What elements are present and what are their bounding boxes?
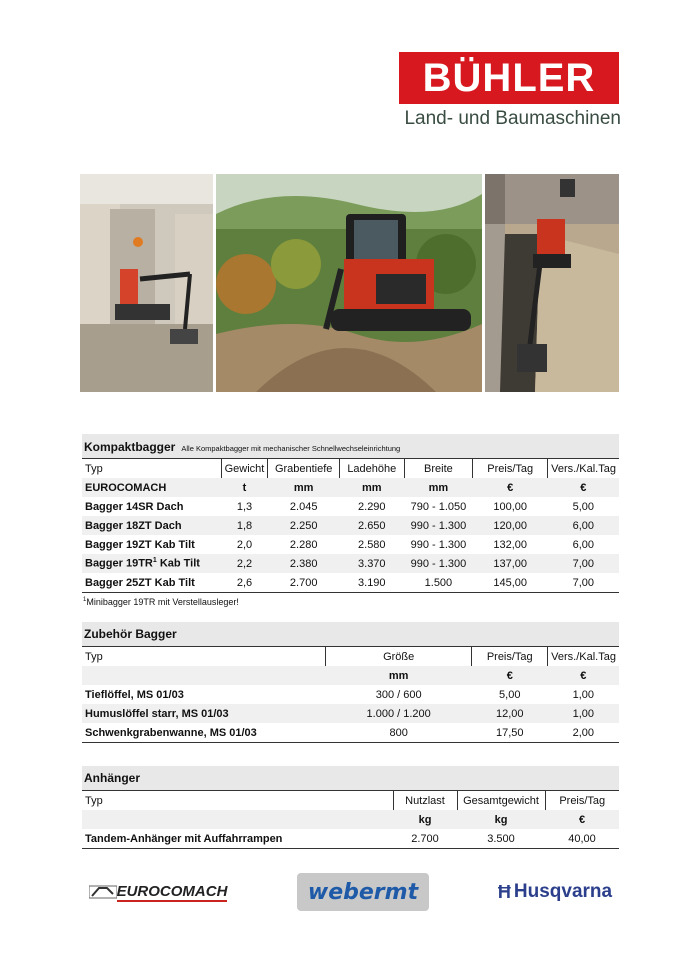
anhaenger-units-row (82, 810, 619, 829)
unit-cell: € (472, 666, 548, 685)
row-cell: 990 - 1.300 (404, 516, 473, 535)
row-cell: 2.580 (358, 538, 386, 551)
header-typ: Typ (82, 791, 393, 811)
footnote-text: Minibagger 19TR mit Verstellausleger! (86, 597, 239, 607)
header-versicherung: Vers./Kal.Tag (548, 647, 619, 667)
header-versicherung: Vers./Kal.Tag (548, 459, 619, 479)
table-row (82, 723, 619, 743)
row-cell: 12,00 (472, 704, 548, 723)
unit-cell: mm (404, 478, 473, 497)
row-cell: 7,00 (548, 573, 619, 593)
row-typ: Humuslöffel starr, MS 01/03 (82, 704, 325, 723)
unit-cell: € (545, 810, 619, 829)
row-cell: 2.045 (289, 500, 318, 513)
row-cell: 2.700 (268, 573, 340, 593)
row-cell: 17,50 (472, 723, 548, 743)
husqvarna-text: Husqvarna (513, 881, 613, 902)
kompakt-section-title: Kompaktbagger Alle Kompaktbagger mit mechanischer Schnellwechseleinrichtung (82, 434, 619, 458)
row-typ: Tieflöffel, MS 01/03 (85, 688, 184, 701)
row-typ: Bagger 19ZT Kab Tilt (85, 538, 195, 551)
anhaenger-header-row (82, 791, 619, 811)
anhaenger-section-title: Anhänger (82, 766, 619, 790)
anhaenger-table (82, 790, 619, 849)
row-cell: 145,00 (473, 573, 548, 593)
zubehoer-units-row (82, 666, 619, 685)
row-typ-text: Bagger 19TR (85, 557, 153, 570)
unit-cell: kg (393, 810, 457, 829)
row-typ-suffix: Kab Tilt (156, 557, 200, 570)
zubehoer-section-title: Zubehör Bagger (82, 622, 619, 646)
unit-cell (82, 810, 393, 829)
unit-cell: t (221, 478, 268, 497)
unit-cell: mm (268, 478, 340, 497)
kompakt-footnote (83, 597, 239, 607)
table-row (82, 516, 619, 535)
kompakt-table (82, 458, 619, 593)
row-cell: 1,8 (221, 516, 268, 535)
header-preis: Preis/Tag (545, 791, 619, 811)
row-cell: 2.700 (393, 829, 457, 849)
row-cell: 6,00 (572, 538, 595, 551)
excavator-trench-photo (485, 174, 619, 392)
brand-subtitle: Land- und Baumaschinen (404, 108, 621, 129)
row-cell: 990 - 1.300 (404, 554, 473, 573)
row-cell: 100,00 (493, 500, 528, 513)
header-nutzlast: Nutzlast (393, 791, 457, 811)
header-groesse: Größe (325, 647, 471, 667)
header-typ: Typ (82, 647, 325, 667)
row-cell: 1.000 / 1.200 (325, 704, 471, 723)
row-cell: 2,6 (221, 573, 268, 593)
row-typ (82, 554, 221, 573)
row-typ: Tandem-Anhänger mit Auffahrrampen (82, 829, 393, 849)
row-typ: Bagger 25ZT Kab Tilt (82, 573, 221, 593)
row-cell: 800 (325, 723, 471, 743)
row-cell: 2.380 (268, 554, 340, 573)
kompakt-header-row (82, 459, 619, 479)
row-cell: 2.280 (289, 538, 318, 551)
row-cell: 1.500 (404, 573, 473, 593)
row-cell: 2.250 (268, 516, 340, 535)
footnote-ref: 1 (152, 557, 157, 565)
row-cell: 120,00 (473, 516, 548, 535)
unit-cell: mm (325, 666, 471, 685)
header-breite: Breite (404, 459, 473, 479)
table-row (82, 829, 619, 849)
row-typ: Schwenkgrabenwanne, MS 01/03 (82, 723, 325, 743)
row-typ: Bagger 14SR Dach (85, 500, 184, 513)
row-cell: 6,00 (548, 516, 619, 535)
row-cell: 5,00 (572, 500, 595, 513)
row-cell: 3.500 (457, 829, 545, 849)
unit-cell: € (548, 666, 619, 685)
table-row (82, 497, 619, 516)
row-cell: 1,00 (548, 704, 619, 723)
row-cell: 3.370 (340, 554, 405, 573)
unit-cell (82, 666, 325, 685)
weber-text: webermt (307, 879, 419, 905)
unit-cell: kg (457, 810, 545, 829)
weber-logo (297, 873, 429, 911)
row-cell: 3.190 (340, 573, 405, 593)
row-typ: Bagger 18ZT Dach (82, 516, 221, 535)
row-cell: 990 - 1.300 (410, 538, 467, 551)
header-ladehoehe: Ladehöhe (340, 459, 405, 479)
brand-logo (399, 52, 619, 104)
zubehoer-table (82, 646, 619, 743)
header-preis: Preis/Tag (472, 647, 548, 667)
eurocomach-text: EUROCOMACH (116, 882, 228, 900)
row-cell: 2,2 (221, 554, 268, 573)
row-cell: 7,00 (548, 554, 619, 573)
table-row (82, 573, 619, 593)
unit-cell: mm (340, 478, 405, 497)
eurocomach-mark-icon (89, 882, 117, 902)
excavator-indoor-photo (80, 174, 213, 392)
excavator-hillside-photo (216, 174, 482, 392)
kompakt-units-row (82, 478, 619, 497)
header-preis: Preis/Tag (473, 459, 548, 479)
brand-name: BÜHLER (422, 56, 596, 100)
row-cell: 5,00 (499, 688, 521, 701)
header-typ: Typ (82, 459, 221, 479)
husqvarna-crown-icon: Ħ (497, 881, 511, 902)
unit-cell: € (473, 478, 548, 497)
header-gesamtgewicht: Gesamtgewicht (457, 791, 545, 811)
table-row (82, 685, 619, 704)
kompakt-note: Alle Kompaktbagger mit mechanischer Schnellwechseleinrichtung (181, 444, 401, 453)
zubehoer-header-row (82, 647, 619, 667)
row-cell: 40,00 (545, 829, 619, 849)
husqvarna-logo (486, 876, 624, 908)
eurocomach-logo (82, 876, 234, 908)
unit-cell: EUROCOMACH (82, 478, 221, 497)
row-cell: 132,00 (493, 538, 528, 551)
header-gewicht: Gewicht (221, 459, 268, 479)
row-cell: 2.290 (358, 500, 386, 513)
row-cell: 137,00 (473, 554, 548, 573)
header-grabentiefe: Grabentiefe (268, 459, 340, 479)
table-row (82, 535, 619, 554)
unit-cell: € (548, 478, 619, 497)
row-cell: 2,0 (236, 538, 253, 551)
table-row (82, 704, 619, 723)
row-cell: 790 - 1.050 (410, 500, 467, 513)
row-cell: 2.650 (340, 516, 405, 535)
row-cell: 2,00 (548, 723, 619, 743)
row-cell: 1,00 (572, 688, 595, 701)
footnote-mark: 1 (83, 597, 87, 603)
row-cell: 300 / 600 (375, 688, 422, 701)
table-row (82, 554, 619, 573)
row-cell: 1,3 (236, 500, 253, 513)
